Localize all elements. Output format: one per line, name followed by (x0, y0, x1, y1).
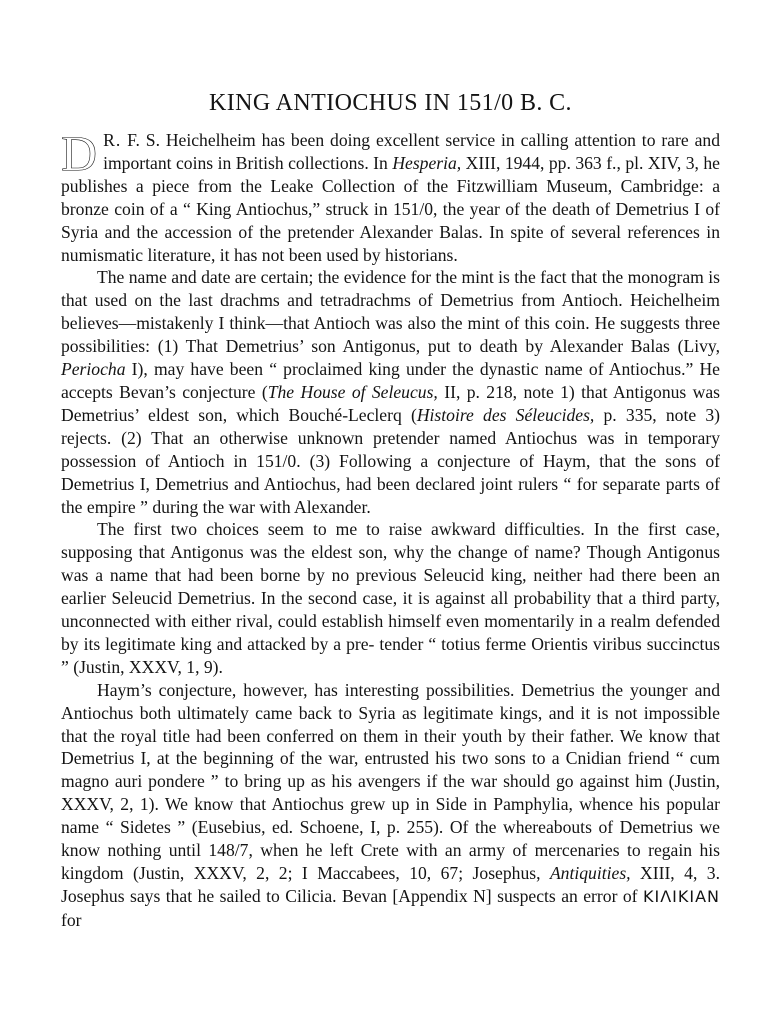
italic-title: Hesperia, (392, 152, 462, 173)
italic-title: Periocha (61, 359, 126, 380)
greek-word: ΚΙΛΙΚΙΑΝ (643, 886, 720, 906)
paragraph-2 (61, 266, 720, 518)
text-run: p. 335, note 3) rejects. (2) That an otherwise unknown pretender named Antiochus was in temporary possession of Antioch in 151/0. (3) Following a conjecture of Haym, that the sons of Demetrius I, Demetrius and Antiochus, had been declared joint rulers “ for separate parts of the empire ” during the war with Alexander. (61, 404, 721, 517)
text-run: II, p. 218, note 1) that Antigonus was Demetrius’ eldest son, which Bouché-Leclerq ( (61, 381, 721, 425)
paragraph-1 (61, 125, 720, 266)
italic-title: Histoire des Séleucides, (416, 404, 595, 425)
italic-title: The House of Seleucus, (267, 381, 438, 402)
text-run: I), may have been “ proclaimed king under the dynastic name of Antiochus.” He accepts Bevan’s conjecture ( (61, 359, 720, 402)
text-run: for (61, 909, 82, 930)
italic-title: Antiquities, (549, 863, 631, 883)
text-run: Haym’s conjecture, however, has interesting possibilities. Demetrius the younger and Antiochus both ultimately came back to Syria as legitimate kings, and it is not impossible that the royal title had been conferred on them in their youth by their father. We know that Demetrius I, at the beginning of the war, entrusted his two sons to a Cnidian friend “ cum magno auri pondere ” to bring up as his avengers if the war should go against him (Justin, XXXV, 2, 1). We know that Antiochus grew up in Side in Pamphylia, whence his popular name “ Sidetes ” (Eusebius, ed. Schoene, I, p. 255). Of the whereabouts of Demetrius we know nothing until 148/7, when he left Crete with an army of mercenaries to regain his kingdom (Justin, XXXV, 2, 2; I Maccabees, 10, 67; Josephus, (61, 679, 720, 883)
small-caps-text: R. (103, 130, 122, 150)
page (61, 88, 720, 932)
text-run: The first two choices seem to me to raise awkward difficulties. In the first case, supposing that Antigonus was the eldest son, why the change of name? Though Antigonus was a name that had been borne by no previous Seleucid king, neither had there been an earlier Seleucid Demetrius. In the second case, it is against all probability that a third party, unconnected with either rival, could establish himself even momentarily in a realm defended by its legitimate king and attacked by a pre- tender “ totius ferme Orientis viribus succinctus ” (Justin, XXXV, 1, 9). (61, 519, 720, 677)
paragraph-4 (61, 679, 720, 932)
paragraph-3 (61, 518, 720, 678)
text-run: F. S. Heichelheim has been doing excellent service in calling attention to rare and important coins in British collections. In (103, 130, 720, 173)
text-run: The name and date are certain; the evidence for the mint is the fact that the monogram is that used on the last drachms and tetradrachms of Demetrius from Antioch. Heichelheim believes—mistakenly I think—that Antioch was also the mint of this coin. He suggests three possibilities: (1) That Demetrius’ son Antigonus, put to death by Alexander Balas (Livy, (61, 267, 720, 357)
page-title: KING ANTIOCHUS IN 151/0 B. C. (209, 90, 572, 116)
text-run: XIII, 4, 3. Josephus says that he sailed to Cilicia. Bevan [Appendix N] suspects an error of (61, 863, 720, 906)
text-run: XIII, 1944, pp. 363 f., pl. XIV, 3, he publishes a piece from the Leake Collection of the Fitzwilliam Museum, Cambridge: a bronze coin of a “ King Antiochus,” struck in 151/0, the year of the death of Demetrius I of Syria and the accession of the pretender Alexander Balas. In spite of several references in numismatic literature, it has not been used by historians. (61, 152, 720, 265)
drop-cap: D (61, 125, 98, 181)
